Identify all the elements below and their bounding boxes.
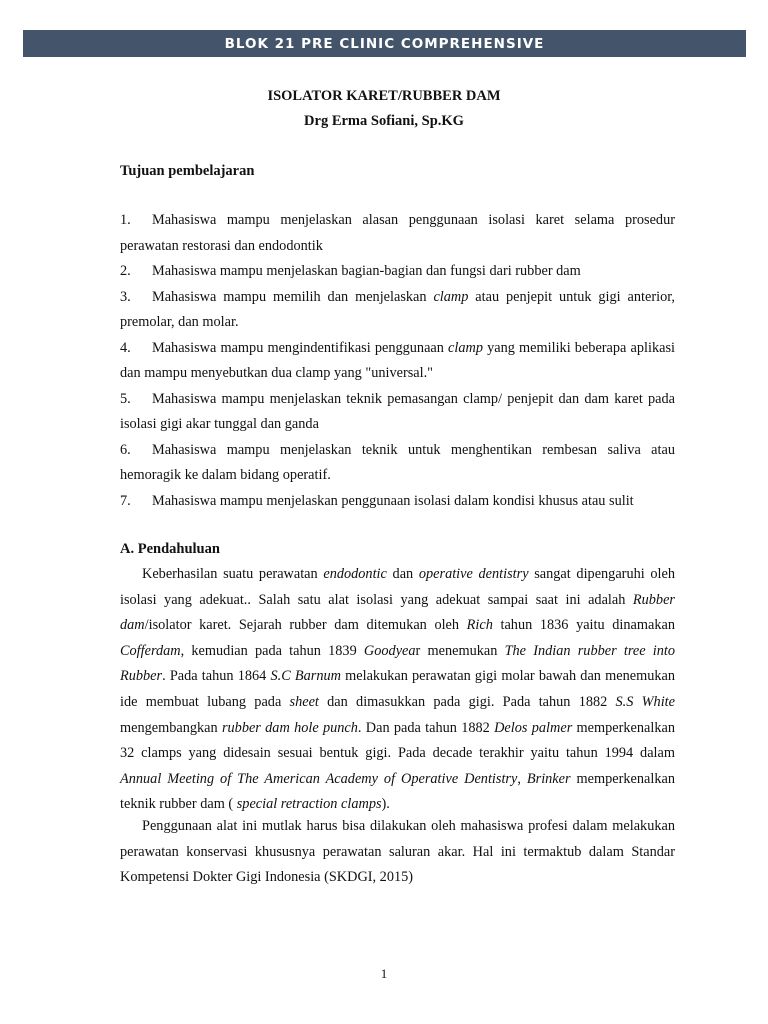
author-name: Drg Erma Sofiani, Sp.KG — [304, 113, 464, 129]
objective-item: 4. Mahasiswa mampu mengindentifikasi penggunaan clamp yang memiliki beberapa aplikasi dan mampu menyebutkan dua clamp yang "universal." — [120, 339, 675, 381]
objectives-list — [120, 208, 675, 514]
page-number: 1 — [380, 966, 388, 981]
intro-paragraph: Keberhasilan suatu perawatan endodontic dan operative dentistry sangat dipengaruhi oleh isolasi yang adekuat.. Salah satu alat isolasi yang adekuat sampai saat ini adalah Rubber dam/isolator karet. Sejarah rubber dam ditemukan oleh Rich tahun 1836 yaitu dinamakan Cofferdam, kemudian pada tahun 1839 Goodyear menemukan The Indian rubber tree into Rubber. Pada tahun 1864 S.C Barnum melakukan perawatan gigi molar bawah dan menemukan ide membuat lubang pada sheet dan dimasukkan pada gigi. Pada tahun 1882 S.S White mengembangkan rubber dam hole punch. Dan pada tahun 1882 Delos palmer memperkenalkan 32 clamps yang didesain sesuai bentuk gigi. Pada decade terakhir yaitu tahun 1994 dalam Annual Meeting of The American Academy of Operative Dentistry, Brinker memperkenalkan teknik rubber dam ( special retraction clamps). — [120, 566, 675, 813]
objective-item: 1. Mahasiswa mampu menjelaskan alasan penggunaan isolasi karet selama prosedur perawatan restorasi dan endodontik — [120, 212, 675, 254]
objective-item: 5. Mahasiswa mampu menjelaskan teknik pemasangan clamp/ penjepit dan dam karet pada isolasi gigi akar tunggal dan ganda — [120, 390, 675, 432]
document-title: ISOLATOR KARET/RUBBER DAM — [267, 88, 501, 104]
objective-item: 3. Mahasiswa mampu memilih dan menjelaskan clamp atau penjepit untuk gigi anterior, premolar, dan molar. — [120, 288, 675, 330]
section-heading-pendahuluan: A. Pendahuluan — [120, 541, 220, 557]
objective-item: 7. Mahasiswa mampu menjelaskan penggunaan isolasi dalam kondisi khusus atau sulit — [120, 492, 634, 509]
header-banner: BLOK 21 PRE CLINIC COMPREHENSIVE — [23, 30, 746, 57]
objective-item: 2. Mahasiswa mampu menjelaskan bagian-bagian dan fungsi dari rubber dam — [120, 263, 581, 279]
competency-paragraph: Penggunaan alat ini mutlak harus bisa dilakukan oleh mahasiswa profesi dalam melakukan perawatan konservasi khususnya perawatan saluran akar. Hal ini termaktub dalam Standar Kompetensi Dokter Gigi Indonesia (SKDGI, 2015) — [120, 818, 675, 886]
objectives-heading: Tujuan pembelajaran — [120, 163, 255, 179]
objective-item: 6. Mahasiswa mampu menjelaskan teknik untuk menghentikan rembesan saliva atau hemoragik ke dalam bidang operatif. — [120, 441, 675, 483]
